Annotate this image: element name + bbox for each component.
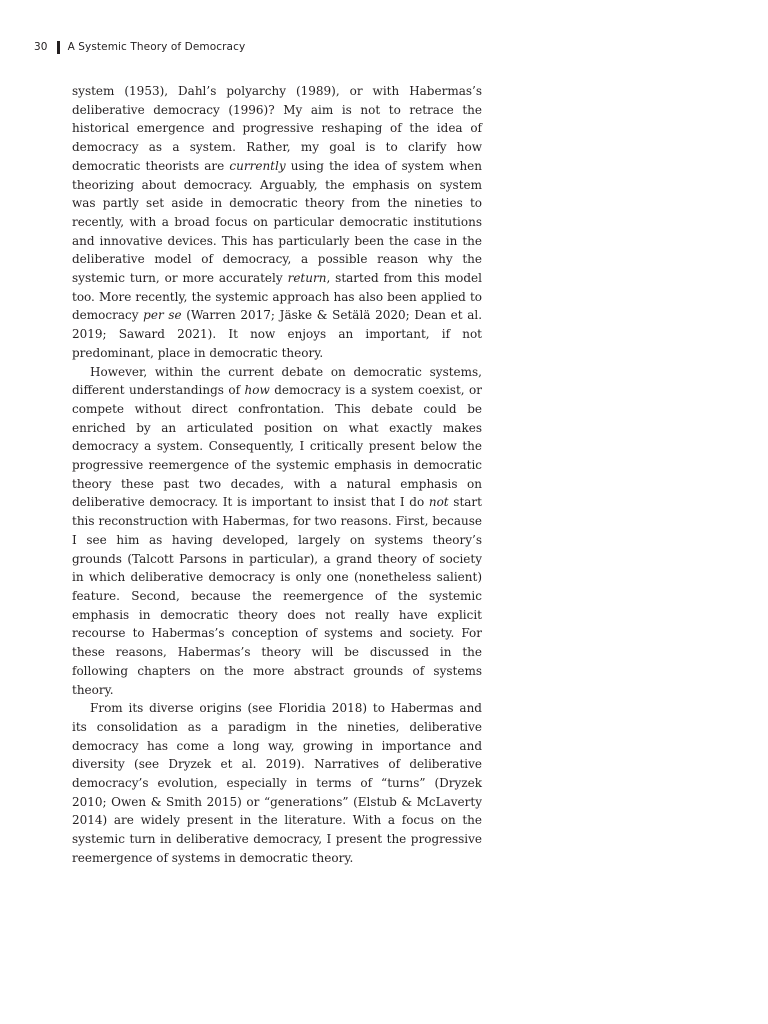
text-run: start this reconstruction with Habermas, for two reasons. First, because I see him as having developed, largely on systems theory’s grounds (Talcott Parsons in particular), a grand theory of society in which deliberative democracy is only one (nonetheless salient) feature. Second, because the reemergence of the systemic emphasis in democratic theory does not really have explicit recourse to Habermas’s conception of systems and society. For these reasons, Habermas’s theory will be discussed in the following chapters on the more abstract grounds of systems theory. <box>72 495 482 697</box>
running-head <box>34 40 245 54</box>
text-run: (Warren 2017; Jäske & Setälä 2020; Dean et al. 2019; Saward 2021). It now enjoys an important, if not predominant, place in democratic theory. <box>72 308 483 360</box>
text-run: , started from this model too. More recently, the systemic approach has also been applied to democracy <box>72 271 482 323</box>
text-run: system (1953), Dahl’s polyarchy (1989), or with Habermas’s deliberative democracy (1996)? My aim is not to retrace the historical emergence and progressive reshaping of the idea of democracy as a system. Rather, my goal is to clarify how democratic theorists are <box>72 84 482 173</box>
running-title: A Systemic Theory of Democracy <box>67 41 246 53</box>
header-divider <box>57 41 60 54</box>
text-run: However, within the current debate on democratic systems, different understandings of <box>72 364 482 398</box>
text-run: democracy is a system coexist, or compete without direct confrontation. This debate could be enriched by an articulated position on what exactly makes democracy a system. Consequently, I critically present below the progressive reemergence of the systemic emphasis in democratic theory these past two decades, with a natural emphasis on deliberative democracy. It is important to insist that I do <box>72 383 483 510</box>
italic-text: per se <box>143 308 182 323</box>
paragraph <box>72 82 482 363</box>
italic-text: return <box>287 271 327 286</box>
body-text <box>72 82 482 868</box>
text-run: using the idea of system when theorizing about democracy. Arguably, the emphasis on system was partly set aside in democratic theory from the nineties to recently, with a broad focus on particular democratic institutions and innovative devices. This has particularly been the case in the deliberative model of democracy, a possible reason why the systemic turn, or more accurately <box>72 158 483 286</box>
paragraph <box>72 363 482 700</box>
text-run: From its diverse origins (see Floridia 2018) to Habermas and its consolidation as a paradigm in the nineties, deliberative democracy has come a long way, growing in importance and diversity (see Dryzek et al. 2019). Narratives of deliberative democracy’s evolution, especially in terms of “turns” (Dryzek 2010; Owen & Smith 2015) or “generations” (Elstub & McLaverty 2014) are widely present in the literature. With a focus on the systemic turn in deliberative democracy, I present the progressive reemergence of systems in democratic theory. <box>72 701 482 865</box>
italic-text: not <box>428 495 449 510</box>
page-number: 30 <box>34 41 48 53</box>
paragraph <box>72 699 482 867</box>
italic-text: how <box>244 383 270 398</box>
italic-text: currently <box>229 158 286 173</box>
